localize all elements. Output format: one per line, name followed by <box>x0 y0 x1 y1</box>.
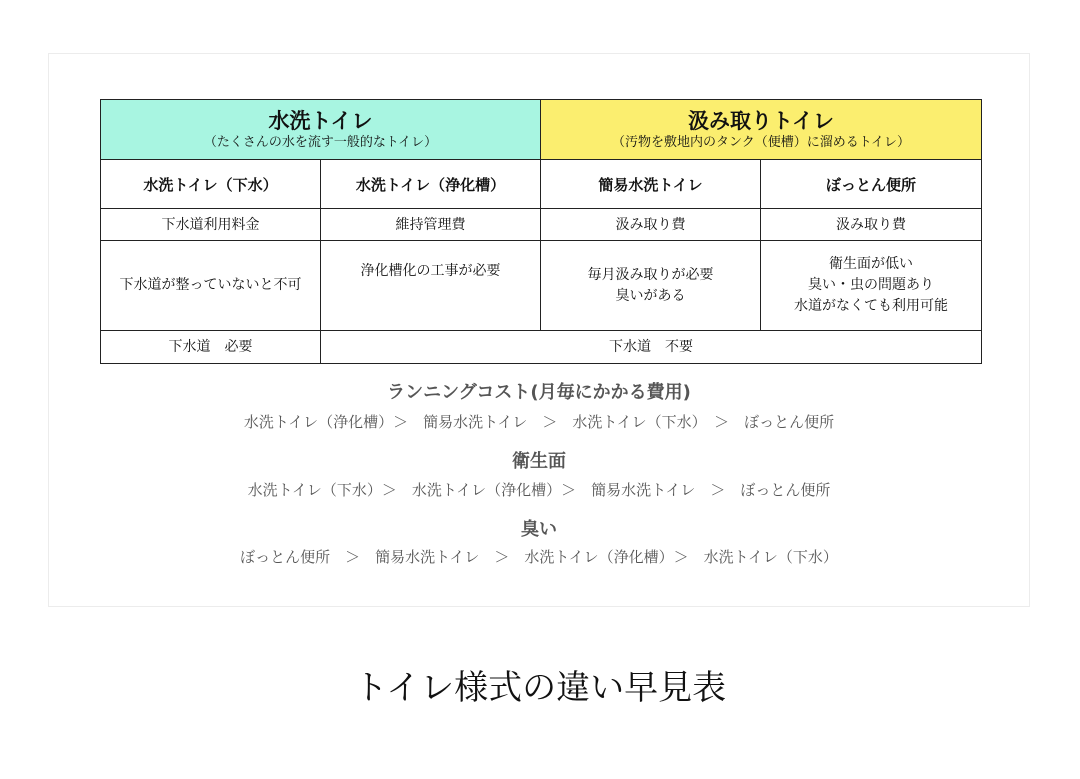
feature-line: 臭い・虫の問題あり <box>808 277 935 293</box>
ranking-order-odor: ぼっとん便所 ＞ 簡易水洗トイレ ＞ 水洗トイレ（浄化槽）＞ 水洗トイレ（下水） <box>240 548 838 566</box>
cost-cell: 汲み取り費 <box>761 209 982 241</box>
feature-cell <box>761 241 982 331</box>
ranking-title-hygiene: 衛生面 <box>512 451 566 472</box>
comparison-figure <box>48 53 1030 607</box>
pump-group-header <box>541 100 982 160</box>
feature-line: 衛生面が低い <box>829 256 914 272</box>
column-header-pit: ぼっとん便所 <box>761 160 982 209</box>
sewer-not-needed-cell: 下水道 不要 <box>321 331 982 364</box>
cost-cell: 維持管理費 <box>321 209 541 241</box>
ranking-order-hygiene: 水洗トイレ（下水）＞ 水洗トイレ（浄化槽）＞ 簡易水洗トイレ ＞ ぼっとん便所 <box>247 481 831 499</box>
column-header-row <box>101 160 982 209</box>
feature-cell <box>321 241 541 331</box>
feature-line: 毎月汲み取りが必要 <box>587 266 714 283</box>
group-header-row <box>101 100 982 160</box>
cost-cell: 汲み取り費 <box>541 209 761 241</box>
feature-line: 下水道が整っていないと不可 <box>119 277 302 293</box>
ranking-title-running-cost: ランニングコスト(月毎にかかる費用) <box>387 382 691 403</box>
ranking-title-odor: 臭い <box>521 519 557 540</box>
pump-group-subtitle: （汚物を敷地内のタンク（便槽）に溜めるトイレ） <box>611 134 911 150</box>
wash-group-title: 水洗トイレ <box>268 108 373 133</box>
figure-caption: トイレ様式の違い早見表 <box>353 668 727 708</box>
feature-row <box>101 241 982 331</box>
feature-line: 浄化槽化の工事が必要 <box>360 263 501 279</box>
toilet-comparison-table <box>100 99 982 364</box>
column-header-septic: 水洗トイレ（浄化槽） <box>321 160 541 209</box>
feature-cell <box>101 241 321 331</box>
feature-line: 臭いがある <box>615 287 686 304</box>
pump-group-title: 汲み取りトイレ <box>688 108 834 133</box>
feature-line: 水道がなくても利用可能 <box>794 298 949 314</box>
ranking-order-running-cost: 水洗トイレ（浄化槽）＞ 簡易水洗トイレ ＞ 水洗トイレ（下水） ＞ ぼっとん便所 <box>243 413 835 431</box>
cost-cell: 下水道利用料金 <box>101 209 321 241</box>
column-header-sewer: 水洗トイレ（下水） <box>101 160 321 209</box>
sewer-needed-cell: 下水道 必要 <box>101 331 321 364</box>
wash-group-header <box>101 100 541 160</box>
sewer-row <box>101 331 982 364</box>
feature-cell <box>541 241 761 331</box>
column-header-simple-flush: 簡易水洗トイレ <box>541 160 761 209</box>
wash-group-subtitle: （たくさんの水を流す一般的なトイレ） <box>203 134 438 150</box>
cost-row <box>101 209 982 241</box>
